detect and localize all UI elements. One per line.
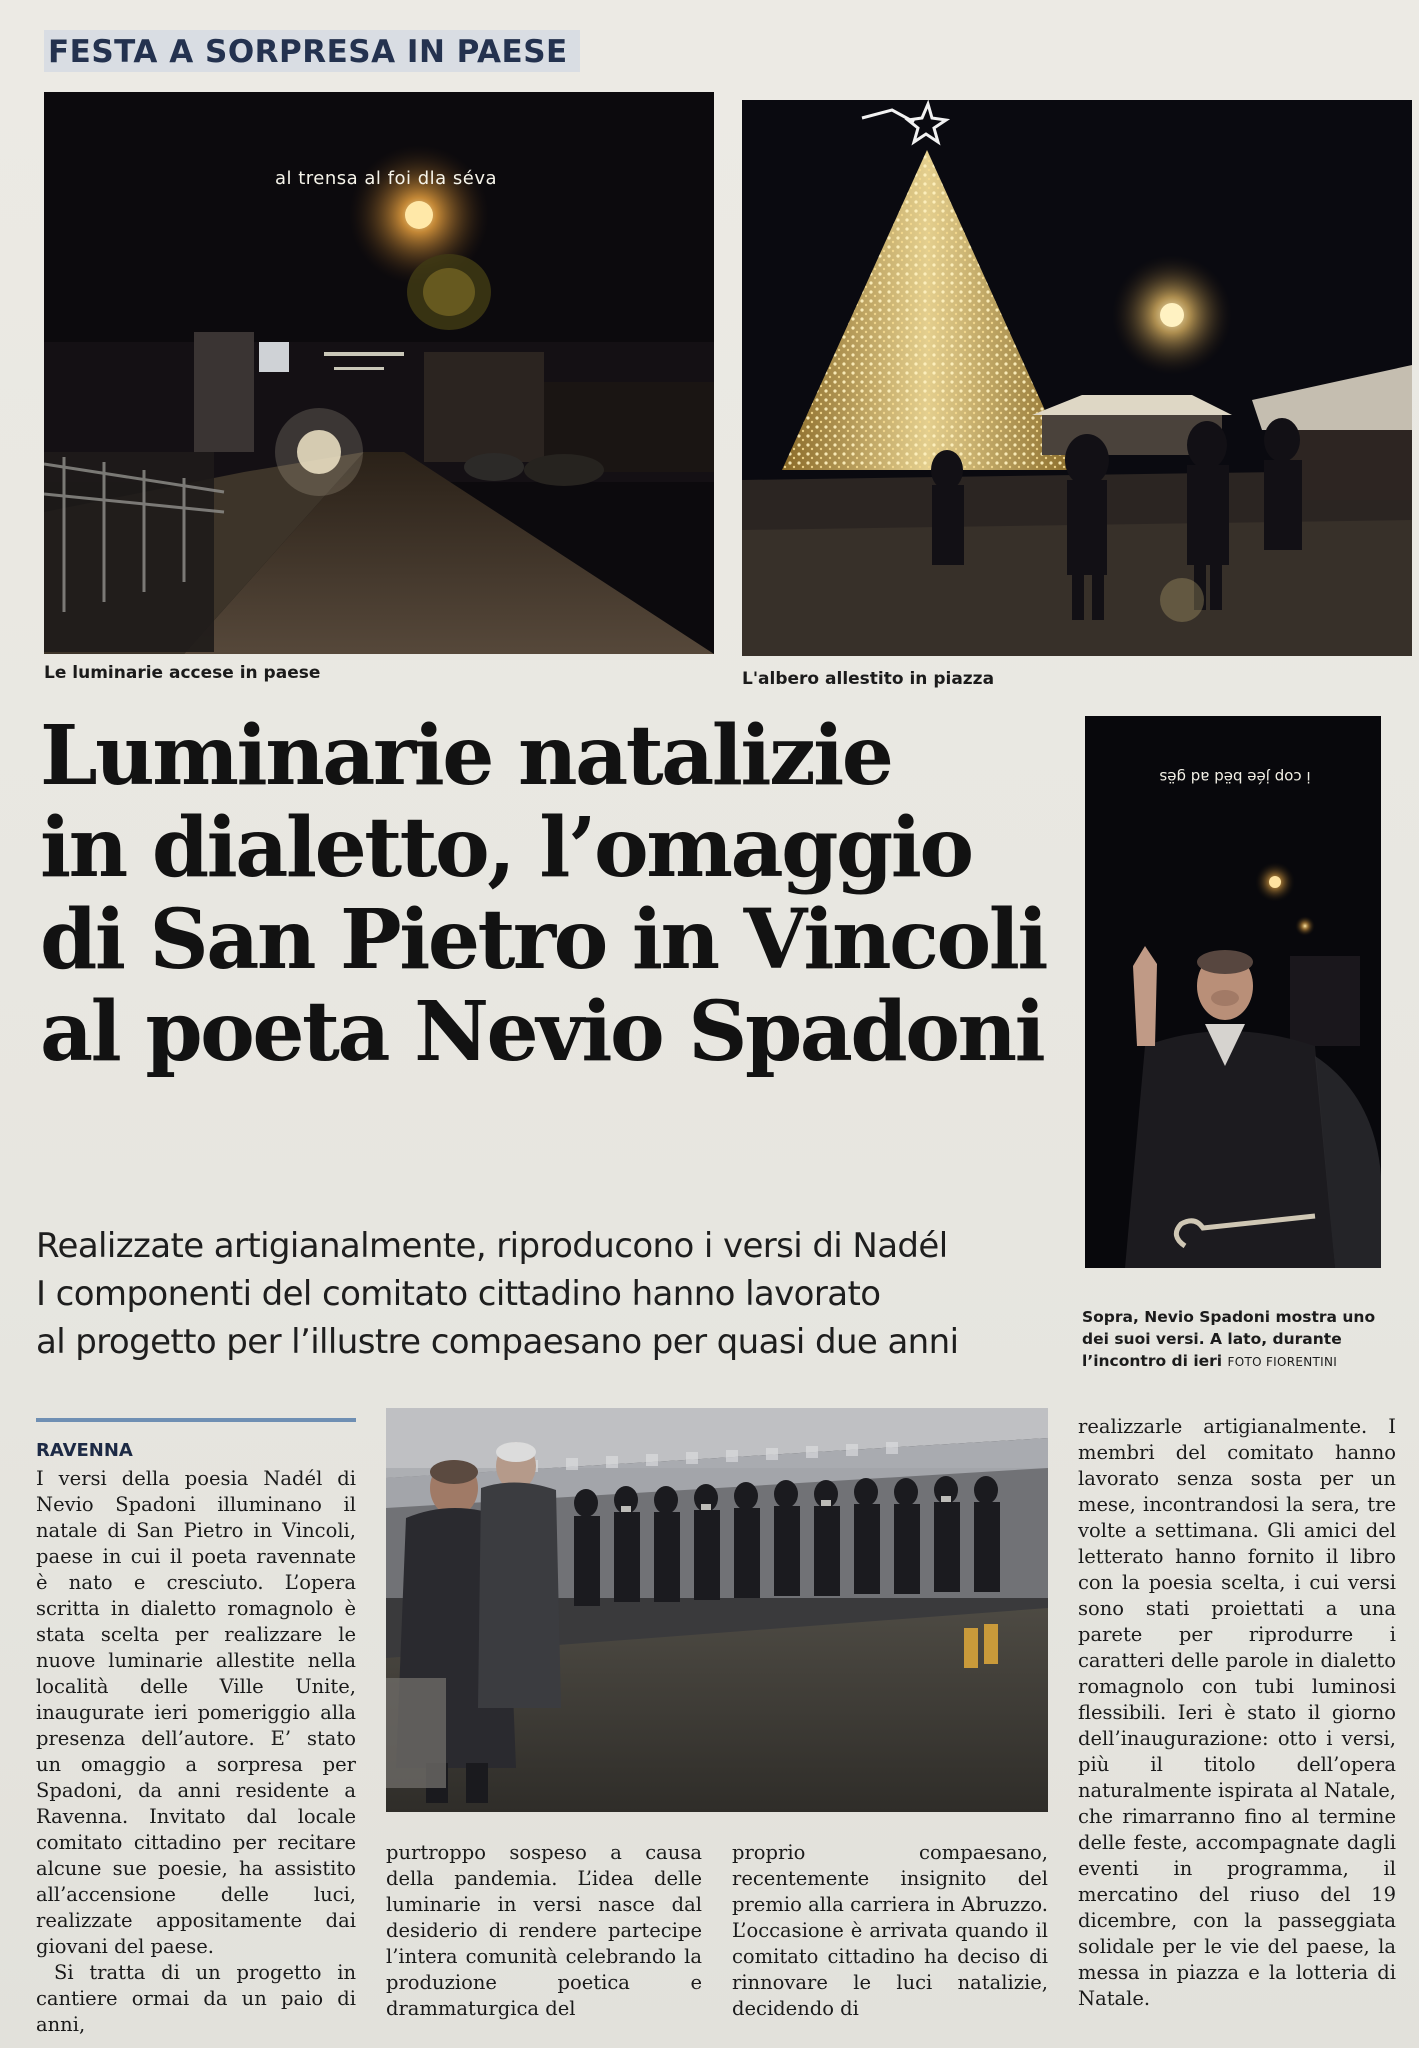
street-sign-text: al trensa al foi dla séva	[274, 168, 498, 189]
headline-line-3: di San Pietro in Vincoli	[40, 892, 1047, 988]
body-column-2	[386, 1840, 702, 2022]
body-paragraph-1: I versi della poesia Nadél di Nevio Spadoni illuminano il natale di San Pietro in Vincoli, paese in cui il poeta ravennate è nato e cresciuto. L’opera scritta in dialetto romagnolo è stata scelta per realizzare le nuove luminarie allestite nella località delle Ville Unite, inaugurate ieri pomeriggio alla presenza dell’autore. E’ stato un omaggio a sorpresa per Spadoni, da anni residente a Ravenna. Invitato dal locale comitato cittadino per recitare alcune sue poesie, ha assistito all’accensione delle luci, realizzate appositamente dai giovani del paese.	[36, 1467, 356, 1958]
photo-christmas-tree	[742, 100, 1412, 656]
subhead-line-1: Realizzate artigianalmente, riproducono i versi di Nadél	[36, 1226, 948, 1266]
christmas-tree-image	[742, 100, 1412, 656]
body-column-3	[732, 1840, 1048, 2022]
portrait-caption-text: Sopra, Nevio Spadoni mostra uno dei suoi versi. A lato, durante l’incontro di ieri	[1082, 1308, 1376, 1370]
caption-street: Le luminarie accese in paese	[44, 663, 321, 683]
headline-line-1: Luminarie natalizie	[40, 708, 892, 804]
body-column-1	[36, 1466, 356, 2038]
body-paragraph-3: purtroppo sospeso a causa della pandemia. L’idea delle luminarie in versi nasce dal desiderio di rendere partecipe l’intera comunità celebrando la produzione poetica e drammaturgica del	[386, 1841, 702, 2020]
body-paragraph-4: proprio compaesano, recentemente insignito del premio alla carriera in Abruzzo. L’occasione è arrivata quando il comitato cittadino ha deciso di rinnovare le luci natalizie, decidendo di	[732, 1841, 1048, 2020]
dateline: RAVENNA	[36, 1440, 133, 1461]
street-night-image	[44, 92, 714, 654]
headline-line-2: in dialetto, l’omaggio	[40, 800, 972, 896]
dateline-rule	[36, 1418, 356, 1422]
article-headline	[40, 710, 1080, 1078]
headline-line-4: al poeta Nevio Spadoni	[40, 984, 1044, 1080]
photo-meeting	[386, 1408, 1048, 1812]
poet-portrait-image	[1085, 716, 1381, 1268]
subhead-line-2: I componenti del comitato cittadino hanno lavorato	[36, 1274, 881, 1314]
portrait-sign-text: i cop jée bëd ad gës	[1159, 768, 1311, 786]
subhead-line-3: al progetto per l’illustre compaesano per quasi due anni	[36, 1322, 959, 1362]
portrait-caption	[1082, 1306, 1382, 1373]
photo-credit: FOTO FIORENTINI	[1227, 1355, 1338, 1369]
body-paragraph-2: Si tratta di un progetto in cantiere ormai da un paio di anni,	[36, 1961, 356, 2036]
article-subhead	[36, 1222, 1076, 1366]
body-column-4	[1078, 1414, 1396, 2012]
section-kicker: FESTA A SORPRESA IN PAESE	[44, 30, 580, 72]
body-paragraph-5: realizzarle artigianalmente. I membri del comitato hanno lavorato senza sosta per un mese, incontrandosi la sera, tre volte a settimana. Gli amici del letterato hanno fornito il libro con la poesia scelta, i cui versi sono stati proiettati a una parete per riprodurre i caratteri delle parole in dialetto romagnolo con tubi luminosi flessibili. Ieri è stato il giorno dell’inaugurazione: otto i versi, più il titolo dell’opera naturalmente ispirata al Natale, che rimarranno fino al termine delle feste, accompagnate dagli eventi in programma, il mercatino del riuso del 19 dicembre, con la passeggiata solidale per le vie del paese, la messa in piazza e la lotteria di Natale.	[1078, 1415, 1396, 2010]
caption-tree: L'albero allestito in piazza	[742, 669, 995, 689]
photo-street-luminarie	[44, 92, 714, 654]
photo-poet-portrait	[1085, 716, 1381, 1268]
meeting-tent-image	[386, 1408, 1048, 1812]
